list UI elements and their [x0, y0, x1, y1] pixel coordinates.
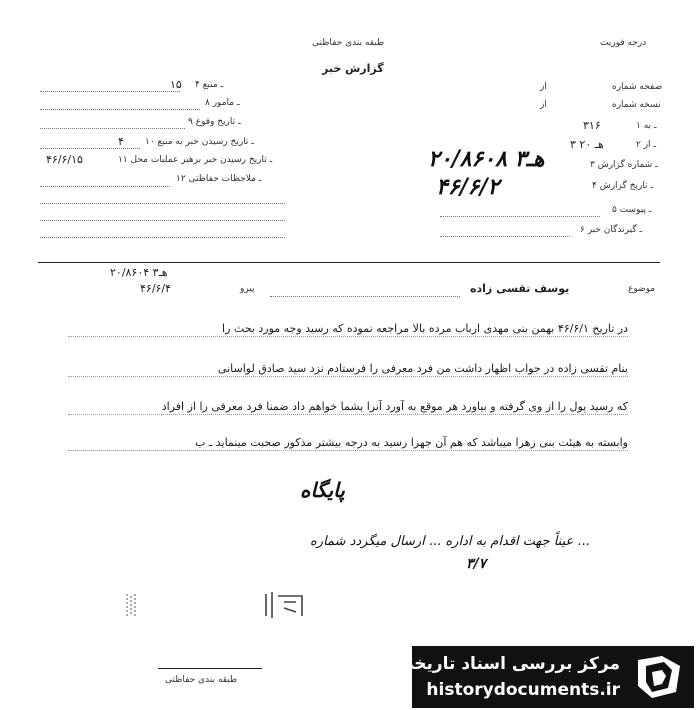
field-source-received-date: ۱۰ ـ تاریخ رسیدن خبر به منبع: [145, 137, 254, 147]
field-from: ۲ ـ از: [636, 140, 657, 150]
field-attachment: ۵ ـ پیوست: [612, 205, 652, 215]
field-source-received-value: ۴: [118, 135, 124, 148]
logo-emblem-icon: [632, 652, 686, 702]
form-title: گزارش خبر: [322, 62, 384, 75]
field-recipients: ۶ ـ گیرندگان خبر: [580, 225, 643, 235]
ref-number: ۲۰/۸۶۰۴ هـ۳: [110, 266, 168, 279]
field-source: [195, 80, 223, 90]
field-copy-number: نسخه شماره: [612, 100, 661, 110]
field-security-notes: ۱۲ ـ ملاحظات حفاظتی: [176, 174, 262, 184]
field-local-received-date: ۱۱ ـ تاریخ رسیدن خبر برهبر عملیات محل: [118, 155, 273, 165]
priority-label: درجه فوریت: [600, 38, 647, 48]
field-label: ۴ ـ منبع: [195, 80, 224, 90]
stamp-scribble: [262, 588, 308, 622]
body-line: که رسید پول را از وی گرفته و بیاورد هر موقع به آورد آنرا بشما خواهم داد ضمنا فرد معرفی را از افراد: [68, 400, 628, 415]
handwritten-bottom-note: عیناً جهت اقدام به اداره ... ارسال میگردد شماره ...: [310, 534, 590, 549]
logo-text: مرکز بررسی اسناد تاریخی: [397, 654, 620, 674]
field-local-received-value: ۴۶/۶/۱۵: [46, 153, 83, 166]
field-copy-of: از: [540, 100, 547, 110]
ref-date: ۴۶/۶/۴: [140, 282, 172, 295]
handwritten-bottom-note-2: ۳/۷: [466, 556, 487, 572]
classification-top: طبقه بندی حفاظتی: [312, 38, 385, 48]
subject-label: موضوع: [628, 284, 656, 294]
field-from-value: ۳ هـ ۲۰: [570, 138, 604, 151]
logo-url: historydocuments.ir: [426, 680, 620, 700]
field-report-date: ۴ ـ تاریخ گزارش: [592, 181, 654, 191]
field-event-date: ۹ ـ تاریخ وقوع: [188, 117, 241, 127]
body-line: در تاریخ ۴۶/۶/۱ بهمن بنی مهدی ارباب مرده بالا مراجعه نموده که رسید وجه مورد بحث را: [68, 322, 628, 337]
body-line: بنام تقسی زاده در جواب اظهار داشت من فرد معرفی را فرستادم نزد سید صادق لواسانی: [68, 362, 628, 377]
field-agent: ۸ ـ مامور: [205, 98, 240, 108]
stamp-scribble-small: [124, 592, 138, 618]
field-source-value: ۱۵: [170, 78, 182, 91]
footer-separator: [158, 668, 262, 669]
field-to: ۱ ـ به: [636, 121, 657, 131]
ref-label: پیرو: [240, 284, 255, 294]
handwritten-report-number: ۲۰/۸۶۰۸ هـ۳: [428, 146, 545, 172]
field-report-number: ۳ ـ شماره گزارش: [590, 160, 658, 170]
classification-bottom: طبقه بندی حفاظتی: [165, 675, 238, 685]
body-line: وابسته به هیئت بنی زهرا میباشد که هم آن جهرا رسید به درجه بیشتر مذکور صحبت مینماید ـ ب: [68, 436, 628, 451]
header-separator: [38, 262, 660, 263]
field-to-value: ۳۱۶: [583, 119, 601, 132]
handwritten-signature: پایگاه: [300, 478, 345, 502]
subject-value: یوسف تقسی زاده: [470, 282, 570, 295]
watermark-logo: [397, 646, 694, 708]
handwritten-report-date: ۴۶/۶/۲: [436, 174, 500, 200]
field-page-of: از: [540, 82, 547, 92]
field-page-number: صفحه شماره: [612, 82, 663, 92]
